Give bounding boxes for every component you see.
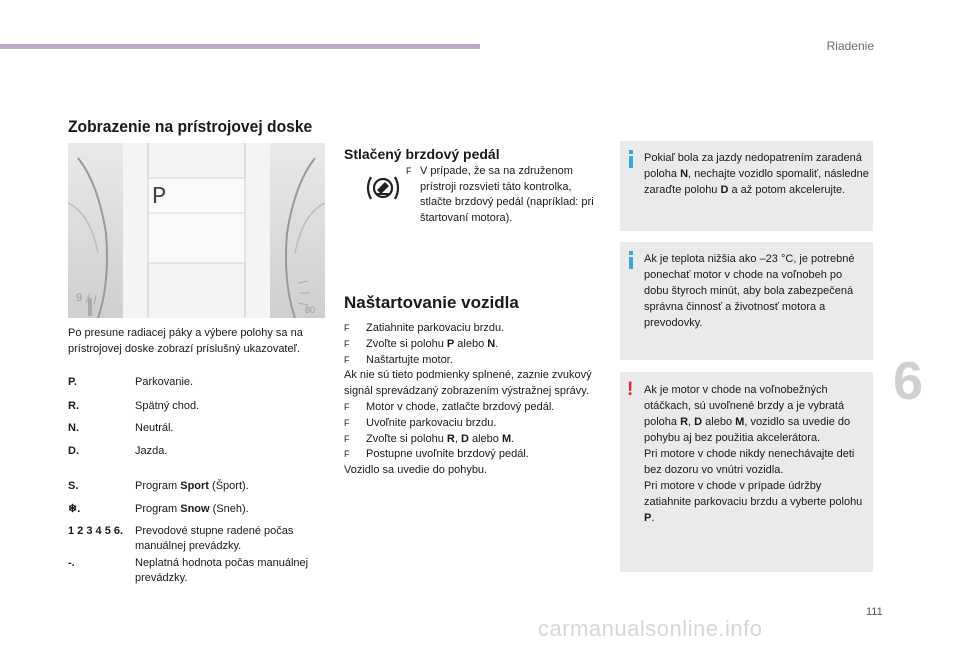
watermark: carmanualsonline.info [538,616,763,641]
page-title: Zobrazenie na prístrojovej doske [68,117,313,136]
definition-value: Neplatná hodnota počas manuálnej prevádzky. [135,557,309,584]
warning-note [620,372,873,572]
brake-section-title: Stlačený brzdový pedál [344,146,500,162]
list-item: F Zvoľte si polohu P alebo N. [344,337,499,350]
definition-key: -. [68,557,75,569]
definition-value: Program Snow (Sneh). [135,503,249,515]
dial-left-label: 9 [76,292,83,304]
dial-right-label: 80 [305,305,316,315]
bullet-marker: F [406,166,412,176]
page-number: 111 [866,606,883,618]
definition-value: Program Sport (Šport). [135,480,249,492]
definition-key: N. [68,422,79,434]
definition-key: P. [68,376,77,388]
brake-instruction [406,164,606,226]
gear-indicator-letter: P [152,184,167,211]
list-item: F Motor v chode, zatlačte brzdový pedál. [344,400,555,413]
list-item: F Naštartujte motor. [344,353,453,366]
brake-instruction-text: V prípade, že sa na združenom prístroji rozsvieti táto kontrolka, stlačte brzdový pedál (napríklad: pri štartovaní motora). [420,165,594,224]
info-note-temperature [620,242,873,360]
start-warning-text: Ak nie sú tieto podmienky splnené, zaznie zvukový signál sprevádzaný zobrazením výstražnej správy. [344,369,592,398]
definition-key: R. [68,400,79,412]
definition-key: S. [68,480,79,492]
section-label: Riadenie [826,39,874,53]
note-text: Ak je teplota nižšia ako –23 °C, je potrebné ponechať motor v chode na voľnobeh po dobu štyroch minút, aby bola zabezpečená správna činnosť a životnosť motora a prevodovky. [644,253,855,329]
info-note-neutral [620,141,873,231]
header-accent-bar [0,44,480,49]
definition-value: Parkovanie. [135,376,194,388]
start-section-title: Naštartovanie vozidla [344,293,519,312]
definition-key: D. [68,445,79,457]
definition-value: Prevodové stupne radené počas manuálnej prevádzky. [135,525,294,552]
brake-pedal-warning-icon [363,174,403,202]
intro-text: Po presune radiacej páky a výbere polohy sa na prístrojovej doske zobrazí príslušný ukazovateľ. [68,327,303,355]
definition-value: Neutrál. [135,422,174,434]
definition-key: 1 2 3 4 5 6. [68,525,124,537]
note-text: Pokiaľ bola za jazdy nedopatrením zaradená poloha N, nechajte vozidlo spomaliť, následne zaraďte polohu D a až potom akcelerujte. [644,152,869,196]
list-item: F Zatiahnite parkovaciu brzdu. [344,322,505,334]
note-text: Ak je motor v chode na voľnobežných otáčkach, sú uvoľnené brzdy a je vybratá poloha R, D alebo M, vozidlo sa uvedie do pohybu aj bez použitia akcelerátora. Pri motore v chode nikdy nenechávajte deti bez dozoru vo vnútri vozidla. Pri motore v chode v prípade údržby zatiahnite parkovaciu brzdu a vyberte polohu P. [644,384,863,524]
chapter-number: 6 [893,351,924,411]
list-item: F Uvoľnite parkovaciu brzdu. [344,416,497,429]
definition-value: Spätný chod. [135,400,200,412]
start-steps [344,321,606,479]
instrument-cluster-illustration [68,143,325,318]
list-item: F Zvoľte si polohu R, D alebo M. [344,432,515,445]
warning-icon: ! [627,379,634,400]
start-closing-text: Vozidlo sa uvedie do pohybu. [344,464,488,477]
list-item: F Postupne uvoľnite brzdový pedál. [344,448,529,461]
info-icon [629,251,633,271]
info-icon [629,150,633,170]
definition-value: Jazda. [135,445,168,457]
snow-icon: ❄. [68,503,81,515]
